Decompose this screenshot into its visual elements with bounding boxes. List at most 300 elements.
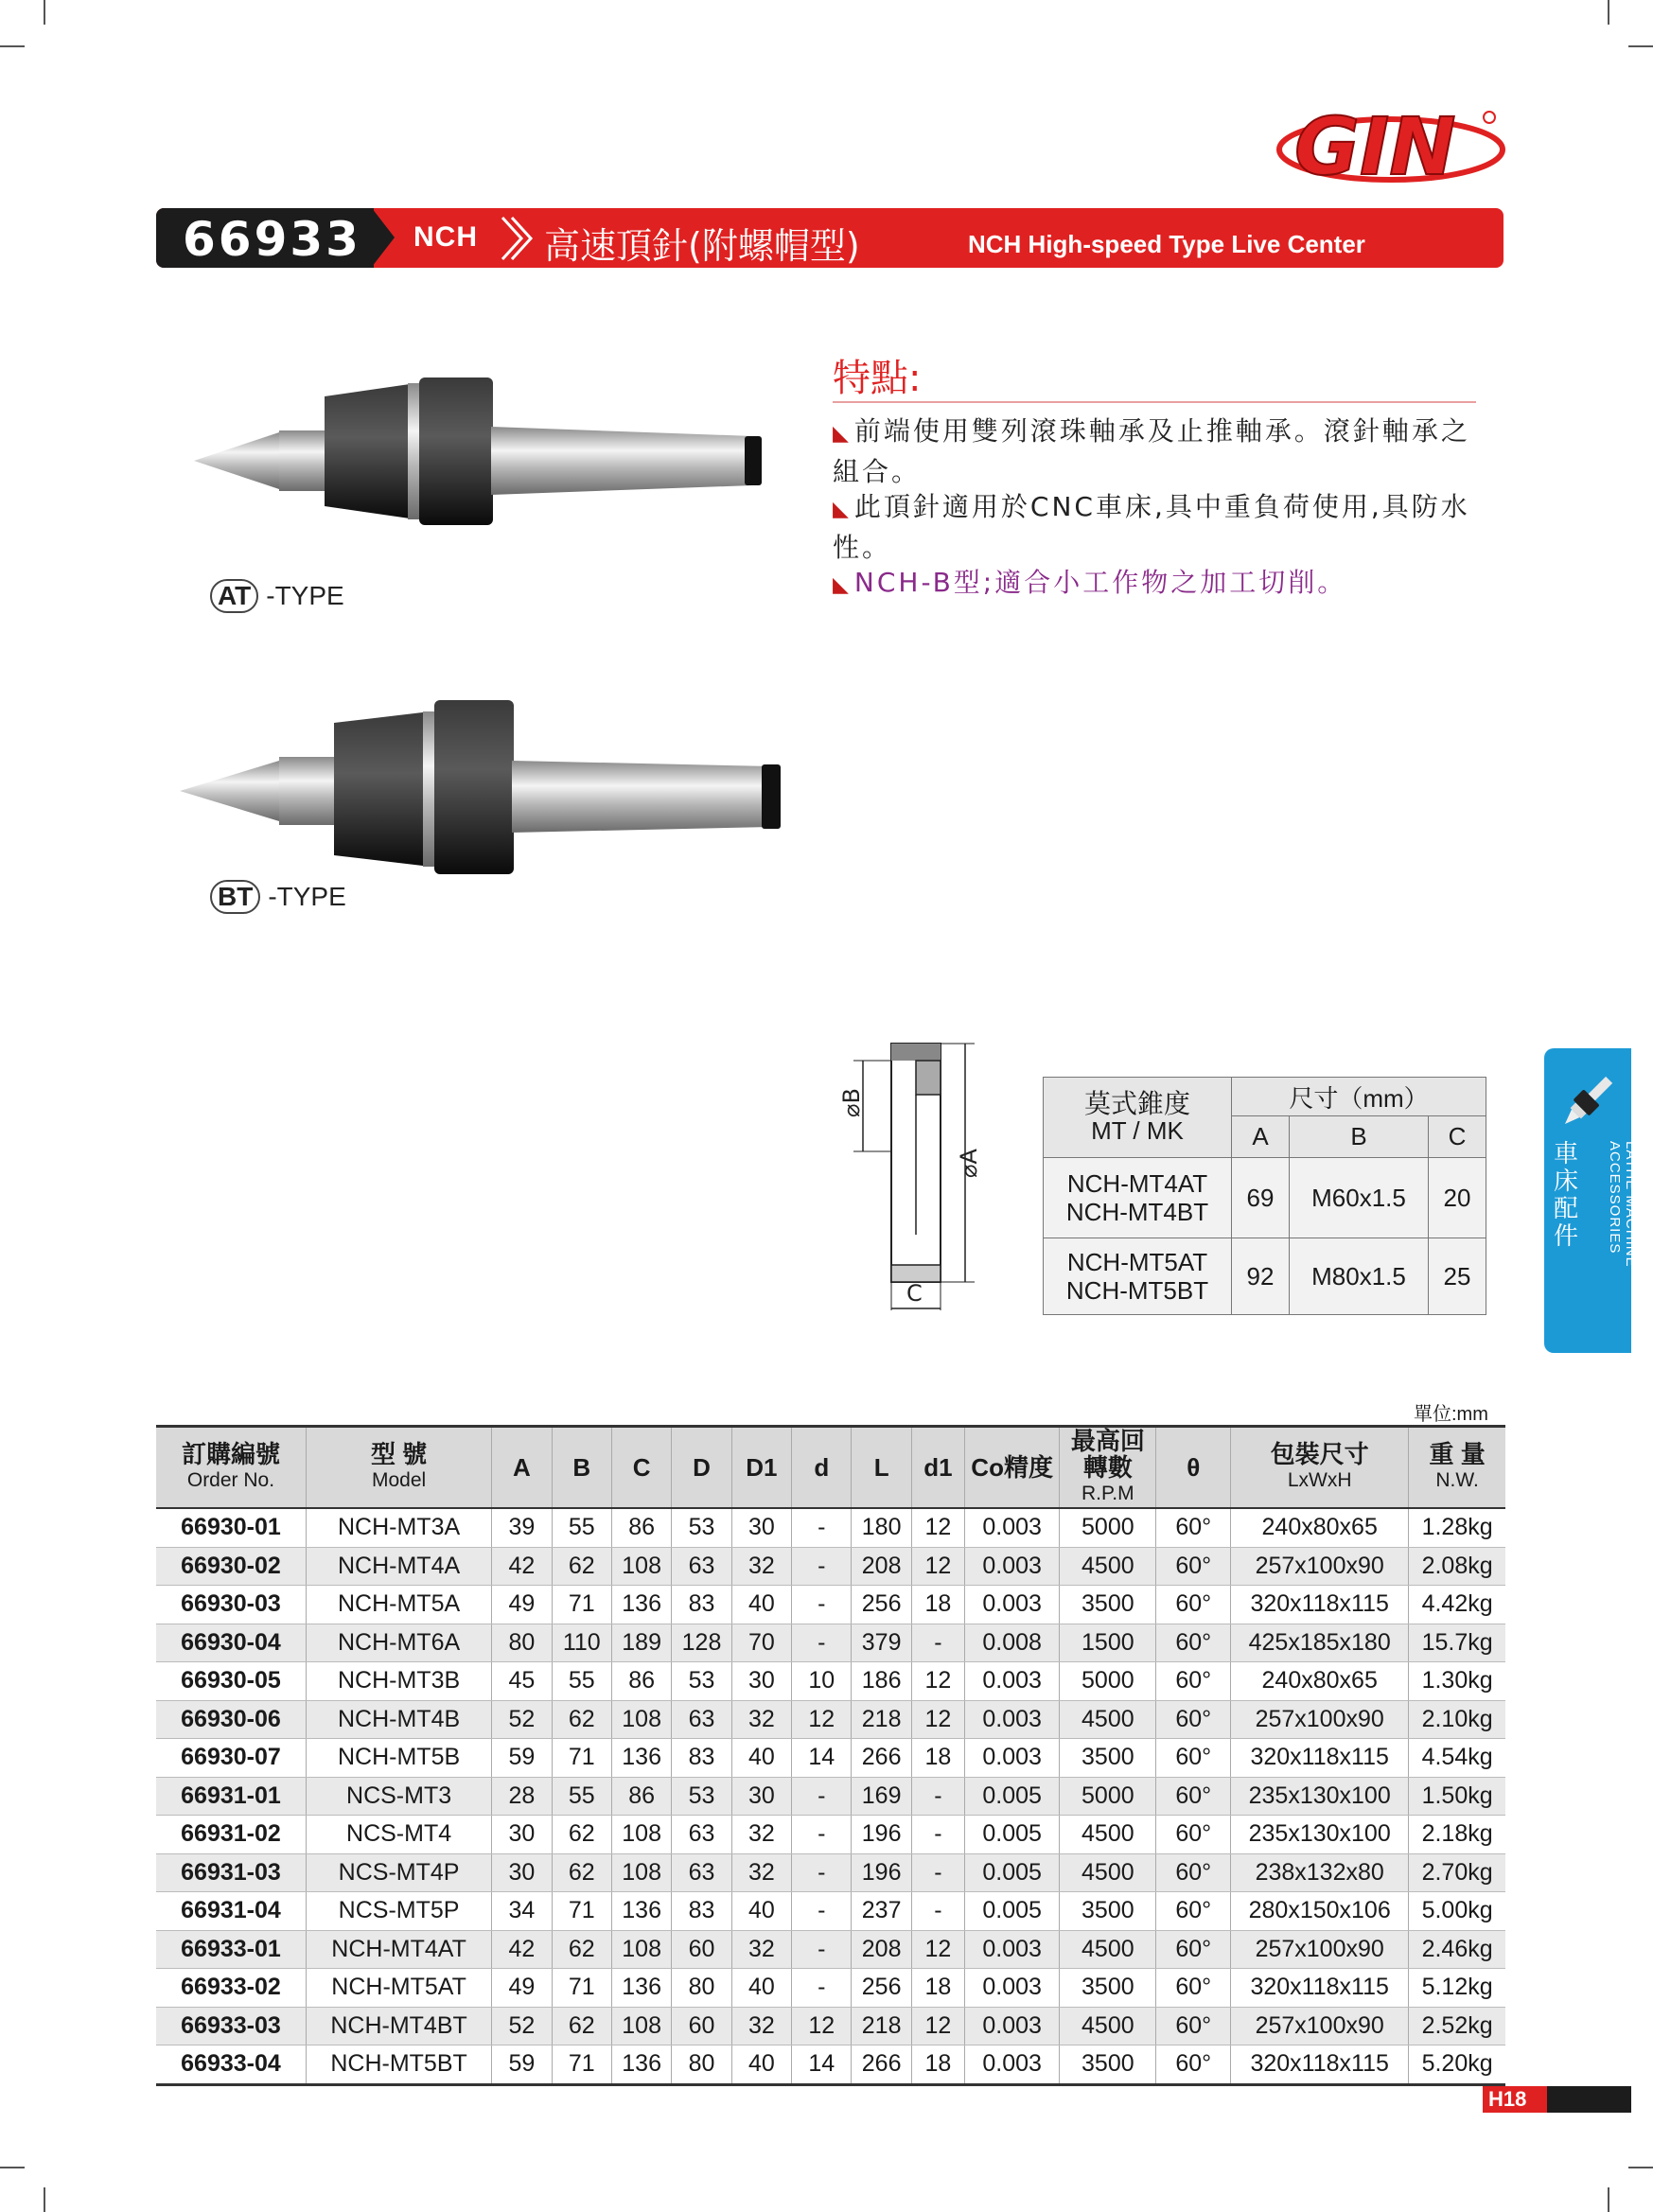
table-cell: - [792, 1816, 852, 1854]
table-cell: 83 [672, 1586, 731, 1624]
table-cell: 40 [731, 1739, 791, 1778]
table-cell: 30 [492, 1816, 552, 1854]
table-cell: 53 [672, 1508, 731, 1547]
table-cell: NCH-MT4BT [306, 2007, 491, 2045]
table-cell: 53 [672, 1777, 731, 1816]
table-row [156, 1816, 1505, 1854]
table-cell: 2.70kg [1409, 1853, 1505, 1892]
table-cell: 18 [911, 1969, 964, 2008]
table-cell: 136 [611, 2045, 671, 2085]
table-cell: 55 [552, 1508, 611, 1547]
table-cell: 60° [1156, 1853, 1231, 1892]
table-cell: 66930-05 [156, 1662, 306, 1701]
table-cell: - [911, 1816, 964, 1854]
column-header [731, 1427, 791, 1509]
table-row [156, 1586, 1505, 1624]
table-cell: 0.003 [965, 1930, 1060, 1969]
type-letter-at: AT [210, 579, 258, 613]
column-header-label: L [873, 1453, 889, 1482]
column-header [1156, 1427, 1231, 1509]
table-cell: 66931-02 [156, 1816, 306, 1854]
column-header-sublabel: Order No. [186, 1469, 275, 1491]
table-cell: 0.005 [965, 1892, 1060, 1931]
table-row [156, 1739, 1505, 1778]
table-cell: 5000 [1060, 1508, 1156, 1547]
feature-item: ◣ NCH-B型;適合小工作物之加工切削。 [833, 567, 1347, 598]
side-tab-title-zh: 車床配件 [1554, 1140, 1579, 1251]
dim-col-a: A [1232, 1116, 1290, 1158]
table-cell: 86 [611, 1662, 671, 1701]
table-cell: NCH-MT4B [306, 1700, 491, 1739]
table-cell: 3500 [1060, 1586, 1156, 1624]
table-cell: 32 [731, 2007, 791, 2045]
table-cell: 66930-01 [156, 1508, 306, 1547]
table-cell: 266 [852, 2045, 911, 2085]
table-cell: 60° [1156, 1586, 1231, 1624]
table-cell: 14 [792, 2045, 852, 2085]
table-cell: 4500 [1060, 1700, 1156, 1739]
spec-table-header [156, 1427, 1505, 1509]
table-cell: - [792, 1777, 852, 1816]
crop-mark [1608, 0, 1609, 25]
series-label: NCH [413, 221, 478, 253]
table-cell: 32 [731, 1547, 791, 1586]
column-header-label: d1 [923, 1453, 953, 1482]
table-cell: NCH-MT6A [306, 1624, 491, 1662]
table-cell: 4.42kg [1409, 1586, 1505, 1624]
live-center-at-image [185, 364, 781, 535]
logo-text: GIN [1294, 100, 1456, 193]
column-header-sublabel: LxWxH [1287, 1469, 1352, 1491]
table-cell: 108 [611, 1930, 671, 1969]
table-cell: 379 [852, 1624, 911, 1662]
table-cell: 12 [911, 2007, 964, 2045]
table-cell: 257x100x90 [1231, 1930, 1409, 1969]
table-cell: 62 [552, 1930, 611, 1969]
table-cell: 83 [672, 1892, 731, 1931]
table-cell: 136 [611, 1739, 671, 1778]
table-cell: NCH-MT5BT [306, 2045, 491, 2085]
table-cell: 235x130x100 [1231, 1777, 1409, 1816]
table-cell: 240x80x65 [1231, 1662, 1409, 1701]
table-cell: 0.005 [965, 1816, 1060, 1854]
table-cell: 128 [672, 1624, 731, 1662]
header-band [156, 208, 1504, 268]
table-cell: 59 [492, 1739, 552, 1778]
features-divider [833, 401, 1476, 403]
table-row [156, 1700, 1505, 1739]
table-cell: 71 [552, 1739, 611, 1778]
table-cell: 12 [792, 2007, 852, 2045]
table-cell: 12 [911, 1547, 964, 1586]
table-cell: 30 [492, 1853, 552, 1892]
table-cell: 208 [852, 1547, 911, 1586]
triangle-bullet-icon: ◣ [833, 498, 849, 521]
table-cell: 66930-04 [156, 1624, 306, 1662]
column-header [552, 1427, 611, 1509]
brand-logo [1268, 95, 1514, 199]
column-header-label: 重 量 [1429, 1440, 1486, 1468]
table-cell: 45 [492, 1662, 552, 1701]
table-cell: 2.10kg [1409, 1700, 1505, 1739]
table-cell: 240x80x65 [1231, 1508, 1409, 1547]
section-side-tab [1544, 1048, 1639, 1353]
table-cell: 53 [672, 1662, 731, 1701]
page-title-en: NCH High-speed Type Live Center [968, 230, 1365, 258]
table-cell: - [792, 1853, 852, 1892]
table-row [156, 1624, 1505, 1662]
spec-table [156, 1425, 1505, 2086]
column-header [792, 1427, 852, 1509]
table-cell: 60° [1156, 1508, 1231, 1547]
table-cell: 32 [731, 1930, 791, 1969]
table-cell: 18 [911, 1586, 964, 1624]
table-cell: 4500 [1060, 1547, 1156, 1586]
column-header [852, 1427, 911, 1509]
table-cell: 5.00kg [1409, 1892, 1505, 1931]
column-header [1060, 1427, 1156, 1509]
table-cell: 66933-01 [156, 1930, 306, 1969]
column-header-sublabel: Model [371, 1469, 427, 1491]
table-cell: 136 [611, 1969, 671, 2008]
table-cell: 3500 [1060, 1969, 1156, 2008]
table-cell: 60° [1156, 1892, 1231, 1931]
table-cell: 63 [672, 1816, 731, 1854]
label-diameter-b: ⌀B [838, 1088, 865, 1117]
table-row [156, 1777, 1505, 1816]
table-cell: 257x100x90 [1231, 1547, 1409, 1586]
table-row [156, 1892, 1505, 1931]
table-cell: 0.005 [965, 1777, 1060, 1816]
table-cell: 108 [611, 1816, 671, 1854]
column-header-label: 訂購編號 [181, 1440, 280, 1468]
column-header [306, 1427, 491, 1509]
column-header-label: Co精度 [971, 1453, 1053, 1482]
table-cell: 4500 [1060, 2007, 1156, 2045]
table-cell: NCH-MT4AT [306, 1930, 491, 1969]
table-cell: 1.50kg [1409, 1777, 1505, 1816]
table-cell: 49 [492, 1969, 552, 2008]
at-type-label [210, 579, 344, 613]
table-cell: 40 [731, 1892, 791, 1931]
table-cell: - [792, 1547, 852, 1586]
table-cell: 196 [852, 1816, 911, 1854]
table-cell: - [911, 1624, 964, 1662]
table-cell: 62 [552, 2007, 611, 2045]
table-cell: 0.003 [965, 1508, 1060, 1547]
table-cell: 40 [731, 1969, 791, 2008]
table-cell: 60° [1156, 1816, 1231, 1854]
feature-item: ◣ 此頂針適用於CNC車床,具中重負荷使用,具防水性。 [833, 491, 1470, 563]
table-cell: - [911, 1777, 964, 1816]
table-cell: 12 [911, 1662, 964, 1701]
crop-mark [1628, 2167, 1653, 2168]
table-cell: 55 [552, 1662, 611, 1701]
spec-table-body [156, 1508, 1505, 2084]
table-cell: 0.003 [965, 1700, 1060, 1739]
table-cell: 0.005 [965, 1853, 1060, 1892]
page-number-bar [1483, 2086, 1631, 2113]
table-cell: 71 [552, 1969, 611, 2008]
dim-row-models: NCH-MT4AT NCH-MT4BT [1044, 1158, 1232, 1238]
table-cell: 218 [852, 2007, 911, 2045]
table-cell: 70 [731, 1624, 791, 1662]
table-cell: 60° [1156, 1700, 1231, 1739]
type-suffix: -TYPE [268, 882, 346, 911]
table-cell: 60 [672, 2007, 731, 2045]
table-cell: 80 [672, 2045, 731, 2085]
table-cell: 320x118x115 [1231, 1969, 1409, 2008]
column-header-label: 包裝尺寸 [1270, 1440, 1369, 1468]
table-cell: 136 [611, 1586, 671, 1624]
table-cell: 3500 [1060, 1892, 1156, 1931]
table-cell: 189 [611, 1624, 671, 1662]
table-cell: 5.20kg [1409, 2045, 1505, 2085]
table-cell: 4.54kg [1409, 1739, 1505, 1778]
table-cell: 59 [492, 2045, 552, 2085]
table-cell: 66933-03 [156, 2007, 306, 2045]
table-cell: 12 [792, 1700, 852, 1739]
side-tab-title-en: LATHE MACHINE ACCESSORIES [1607, 1141, 1639, 1268]
table-cell: 63 [672, 1853, 731, 1892]
table-cell: - [911, 1853, 964, 1892]
table-cell: 1500 [1060, 1624, 1156, 1662]
table-cell: 237 [852, 1892, 911, 1931]
column-header [492, 1427, 552, 1509]
table-cell: - [792, 1586, 852, 1624]
table-cell: 32 [731, 1816, 791, 1854]
table-cell: 5000 [1060, 1662, 1156, 1701]
table-cell: 60° [1156, 2007, 1231, 2045]
product-code: 66933 [183, 212, 361, 267]
table-cell: 60° [1156, 2045, 1231, 2085]
table-cell: NCS-MT3 [306, 1777, 491, 1816]
table-cell: 66933-02 [156, 1969, 306, 2008]
table-cell: 0.003 [965, 1739, 1060, 1778]
table-cell: 14 [792, 1739, 852, 1778]
table-cell: 0.003 [965, 1662, 1060, 1701]
page-title-zh: 高速頂針(附螺帽型) [544, 225, 860, 267]
table-cell: 32 [731, 1700, 791, 1739]
column-header-label: d [814, 1453, 830, 1482]
table-cell: 42 [492, 1930, 552, 1969]
table-cell: 280x150x106 [1231, 1892, 1409, 1931]
table-cell: NCH-MT5AT [306, 1969, 491, 2008]
table-cell: 42 [492, 1547, 552, 1586]
table-cell: 208 [852, 1930, 911, 1969]
dim-cell: 69 [1232, 1158, 1290, 1238]
label-diameter-a: ⌀A [956, 1149, 982, 1178]
table-cell: 235x130x100 [1231, 1816, 1409, 1854]
table-cell: 5000 [1060, 1777, 1156, 1816]
table-cell: 108 [611, 2007, 671, 2045]
dim-head-size: 尺寸（mm） [1232, 1078, 1486, 1116]
table-row [156, 1853, 1505, 1892]
table-cell: 52 [492, 1700, 552, 1739]
table-cell: NCH-MT4A [306, 1547, 491, 1586]
table-cell: 1.30kg [1409, 1662, 1505, 1701]
chevron-right-icon [497, 212, 536, 265]
dim-cell: M60x1.5 [1290, 1158, 1429, 1238]
column-header-label: D1 [746, 1453, 778, 1482]
table-cell: 86 [611, 1777, 671, 1816]
table-cell: 60° [1156, 1624, 1231, 1662]
table-cell: 2.52kg [1409, 2007, 1505, 2045]
table-cell: 4500 [1060, 1930, 1156, 1969]
table-cell: 2.18kg [1409, 1816, 1505, 1854]
table-cell: 49 [492, 1586, 552, 1624]
table-cell: - [792, 1508, 852, 1547]
table-cell: 71 [552, 1586, 611, 1624]
table-cell: 66930-07 [156, 1739, 306, 1778]
live-center-bt-image [175, 693, 800, 882]
table-cell: 34 [492, 1892, 552, 1931]
unit-label: 單位:mm [1414, 1404, 1488, 1425]
table-row [156, 1662, 1505, 1701]
table-cell: 60° [1156, 1739, 1231, 1778]
table-cell: NCH-MT5B [306, 1739, 491, 1778]
table-row [156, 1930, 1505, 1969]
table-cell: 257x100x90 [1231, 2007, 1409, 2045]
table-cell: 62 [552, 1816, 611, 1854]
table-cell: - [911, 1892, 964, 1931]
table-cell: 12 [911, 1508, 964, 1547]
column-header-label: B [572, 1453, 591, 1482]
table-cell: 10 [792, 1662, 852, 1701]
table-cell: 320x118x115 [1231, 1739, 1409, 1778]
column-header [1409, 1427, 1505, 1509]
table-cell: 62 [552, 1853, 611, 1892]
table-cell: 2.08kg [1409, 1547, 1505, 1586]
column-header-sublabel: N.W. [1435, 1469, 1479, 1491]
table-cell: 60° [1156, 1777, 1231, 1816]
type-letter-bt: BT [210, 880, 260, 914]
table-cell: 3500 [1060, 2045, 1156, 2085]
table-cell: 83 [672, 1739, 731, 1778]
bt-type-label [210, 880, 346, 914]
column-header [156, 1427, 306, 1509]
feature-item: ◣ 前端使用雙列滾珠軸承及止推軸承。滾針軸承之組合。 [833, 415, 1470, 487]
table-cell: 108 [611, 1700, 671, 1739]
column-header-label: 型 號 [370, 1440, 428, 1468]
table-cell: 66931-03 [156, 1853, 306, 1892]
table-cell: 40 [731, 2045, 791, 2085]
table-cell: NCH-MT3A [306, 1508, 491, 1547]
table-cell: 320x118x115 [1231, 1586, 1409, 1624]
table-row [156, 1547, 1505, 1586]
column-header-label: C [632, 1453, 651, 1482]
live-center-icon [1552, 1065, 1624, 1137]
dim-col-b: B [1290, 1116, 1429, 1158]
table-cell: 1.28kg [1409, 1508, 1505, 1547]
table-cell: 66930-03 [156, 1586, 306, 1624]
table-cell: 86 [611, 1508, 671, 1547]
table-cell: - [792, 1969, 852, 2008]
table-cell: 80 [492, 1624, 552, 1662]
table-cell: 66930-02 [156, 1547, 306, 1586]
triangle-bullet-icon: ◣ [833, 422, 849, 446]
dim-cell: M80x1.5 [1290, 1238, 1429, 1315]
table-cell: - [792, 1624, 852, 1662]
table-cell: 52 [492, 2007, 552, 2045]
table-cell: 0.008 [965, 1624, 1060, 1662]
column-header-label: 最高回轉數 [1070, 1427, 1145, 1482]
table-cell: NCH-MT5A [306, 1586, 491, 1624]
table-cell: 71 [552, 2045, 611, 2085]
table-row [156, 1508, 1505, 1547]
table-cell: 169 [852, 1777, 911, 1816]
crop-mark [0, 45, 25, 47]
dim-cell: 25 [1429, 1238, 1486, 1315]
table-cell: 66930-06 [156, 1700, 306, 1739]
table-cell: 60° [1156, 1547, 1231, 1586]
table-cell: 63 [672, 1547, 731, 1586]
table-cell: 4500 [1060, 1816, 1156, 1854]
nut-dimension-diagram [823, 1027, 994, 1320]
table-row [156, 2007, 1505, 2045]
table-cell: 257x100x90 [1231, 1700, 1409, 1739]
column-header-label: D [693, 1453, 711, 1482]
table-cell: 60° [1156, 1662, 1231, 1701]
dim-cell: 20 [1429, 1158, 1486, 1238]
table-cell: 2.46kg [1409, 1930, 1505, 1969]
table-cell: 30 [731, 1777, 791, 1816]
table-cell: 320x118x115 [1231, 2045, 1409, 2085]
table-cell: 62 [552, 1700, 611, 1739]
table-cell: 425x185x180 [1231, 1624, 1409, 1662]
table-cell: 5.12kg [1409, 1969, 1505, 2008]
table-cell: 180 [852, 1508, 911, 1547]
table-cell: 186 [852, 1662, 911, 1701]
table-cell: 108 [611, 1853, 671, 1892]
dim-row-models: NCH-MT5AT NCH-MT5BT [1044, 1238, 1232, 1315]
features-title: 特點: [833, 357, 922, 400]
table-cell: 110 [552, 1624, 611, 1662]
table-cell: 12 [911, 1700, 964, 1739]
label-c: C [906, 1280, 923, 1307]
dim-head-mt: 莫式錐度 MT / MK [1044, 1078, 1232, 1158]
table-cell: 39 [492, 1508, 552, 1547]
table-cell: 12 [911, 1930, 964, 1969]
crop-mark [1628, 45, 1653, 47]
table-cell: 0.003 [965, 1586, 1060, 1624]
triangle-bullet-icon: ◣ [833, 573, 849, 597]
table-cell: NCS-MT5P [306, 1892, 491, 1931]
column-header [965, 1427, 1060, 1509]
table-cell: 66933-04 [156, 2045, 306, 2085]
crop-mark [44, 0, 45, 25]
table-cell: 60° [1156, 1930, 1231, 1969]
table-cell: 108 [611, 1547, 671, 1586]
table-cell: 218 [852, 1700, 911, 1739]
table-cell: 66931-01 [156, 1777, 306, 1816]
column-header [1231, 1427, 1409, 1509]
table-cell: 256 [852, 1586, 911, 1624]
table-cell: 3500 [1060, 1739, 1156, 1778]
table-cell: 0.003 [965, 1969, 1060, 2008]
table-cell: 30 [731, 1662, 791, 1701]
table-cell: 28 [492, 1777, 552, 1816]
table-cell: 62 [552, 1547, 611, 1586]
table-cell: 4500 [1060, 1853, 1156, 1892]
table-cell: 60° [1156, 1969, 1231, 2008]
table-cell: NCS-MT4 [306, 1816, 491, 1854]
dim-cell: 92 [1232, 1238, 1290, 1315]
crop-mark [0, 2167, 25, 2168]
column-header-label: A [513, 1453, 531, 1482]
column-header [911, 1427, 964, 1509]
column-header-sublabel: R.P.M [1081, 1483, 1134, 1504]
